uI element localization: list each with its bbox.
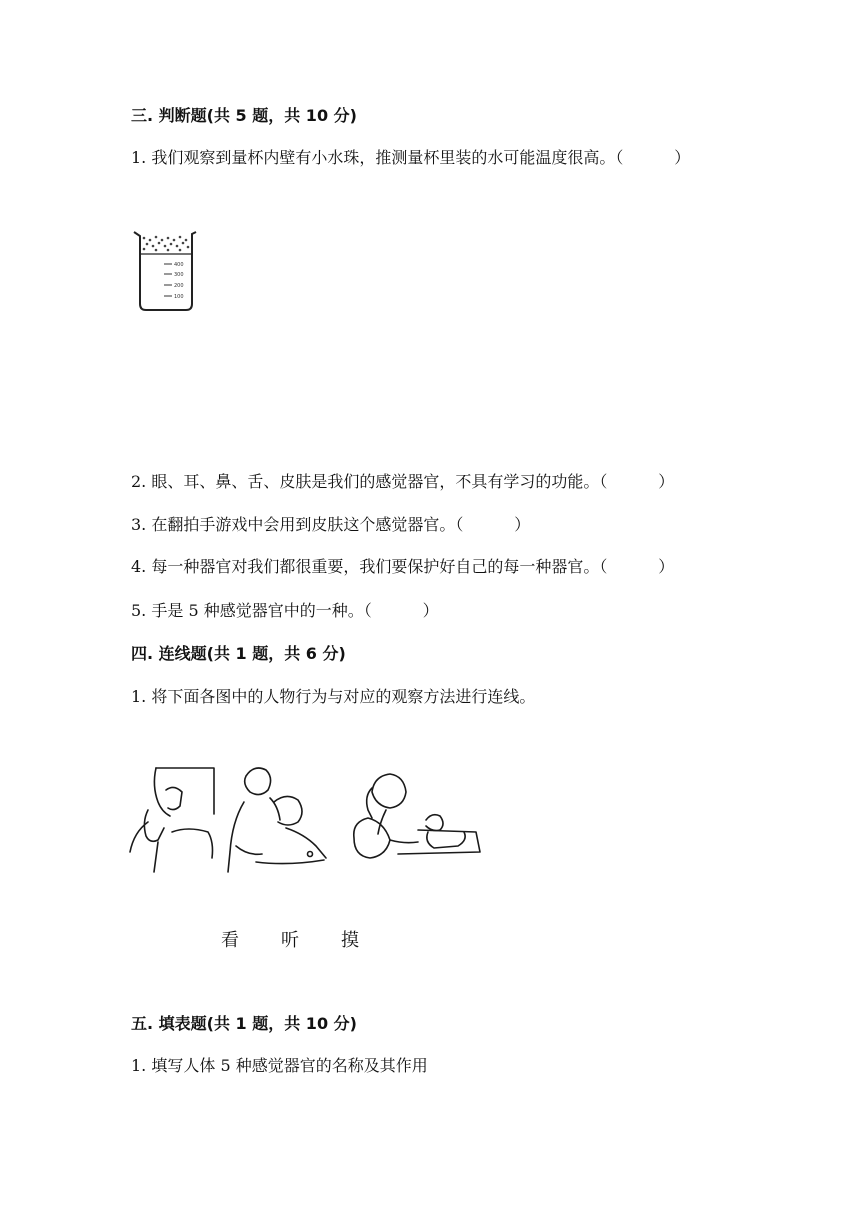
beaker-mark-300: 300 xyxy=(174,272,184,278)
method-look: 看 xyxy=(221,930,239,951)
observation-scenes-illustration xyxy=(128,762,482,874)
section-4-heading: 四. 连线题(共 1 题，共 6 分) xyxy=(131,644,346,663)
method-listen: 听 xyxy=(281,930,299,951)
beaker-mark-400: 400 xyxy=(174,262,184,268)
question-3-2: 2. 眼、耳、鼻、舌、皮肤是我们的感觉器官，不具有学习的功能。（ ） xyxy=(131,472,675,491)
section-3-heading: 三. 判断题(共 5 题，共 10 分) xyxy=(131,106,357,125)
question-3-3: 3. 在翻拍手游戏中会用到皮肤这个感觉器官。（ ） xyxy=(131,515,531,534)
measuring-cup-illustration xyxy=(130,228,202,314)
beaker-mark-200: 200 xyxy=(174,283,184,289)
question-3-5: 5. 手是 5 种感觉器官中的一种。（ ） xyxy=(131,601,439,620)
question-4-1: 1. 将下面各图中的人物行为与对应的观察方法进行连线。 xyxy=(131,687,536,706)
method-touch: 摸 xyxy=(341,930,359,951)
question-5-1: 1. 填写人体 5 种感觉器官的名称及其作用 xyxy=(131,1056,428,1075)
section-5-heading: 五. 填表题(共 1 题，共 10 分) xyxy=(131,1014,357,1033)
question-3-1: 1. 我们观察到量杯内壁有小水珠，推测量杯里装的水可能温度很高。（ ） xyxy=(131,148,691,167)
question-3-4: 4. 每一种器官对我们都很重要，我们要保护好自己的每一种器官。（ ） xyxy=(131,557,675,576)
beaker-mark-100: 100 xyxy=(174,294,184,300)
